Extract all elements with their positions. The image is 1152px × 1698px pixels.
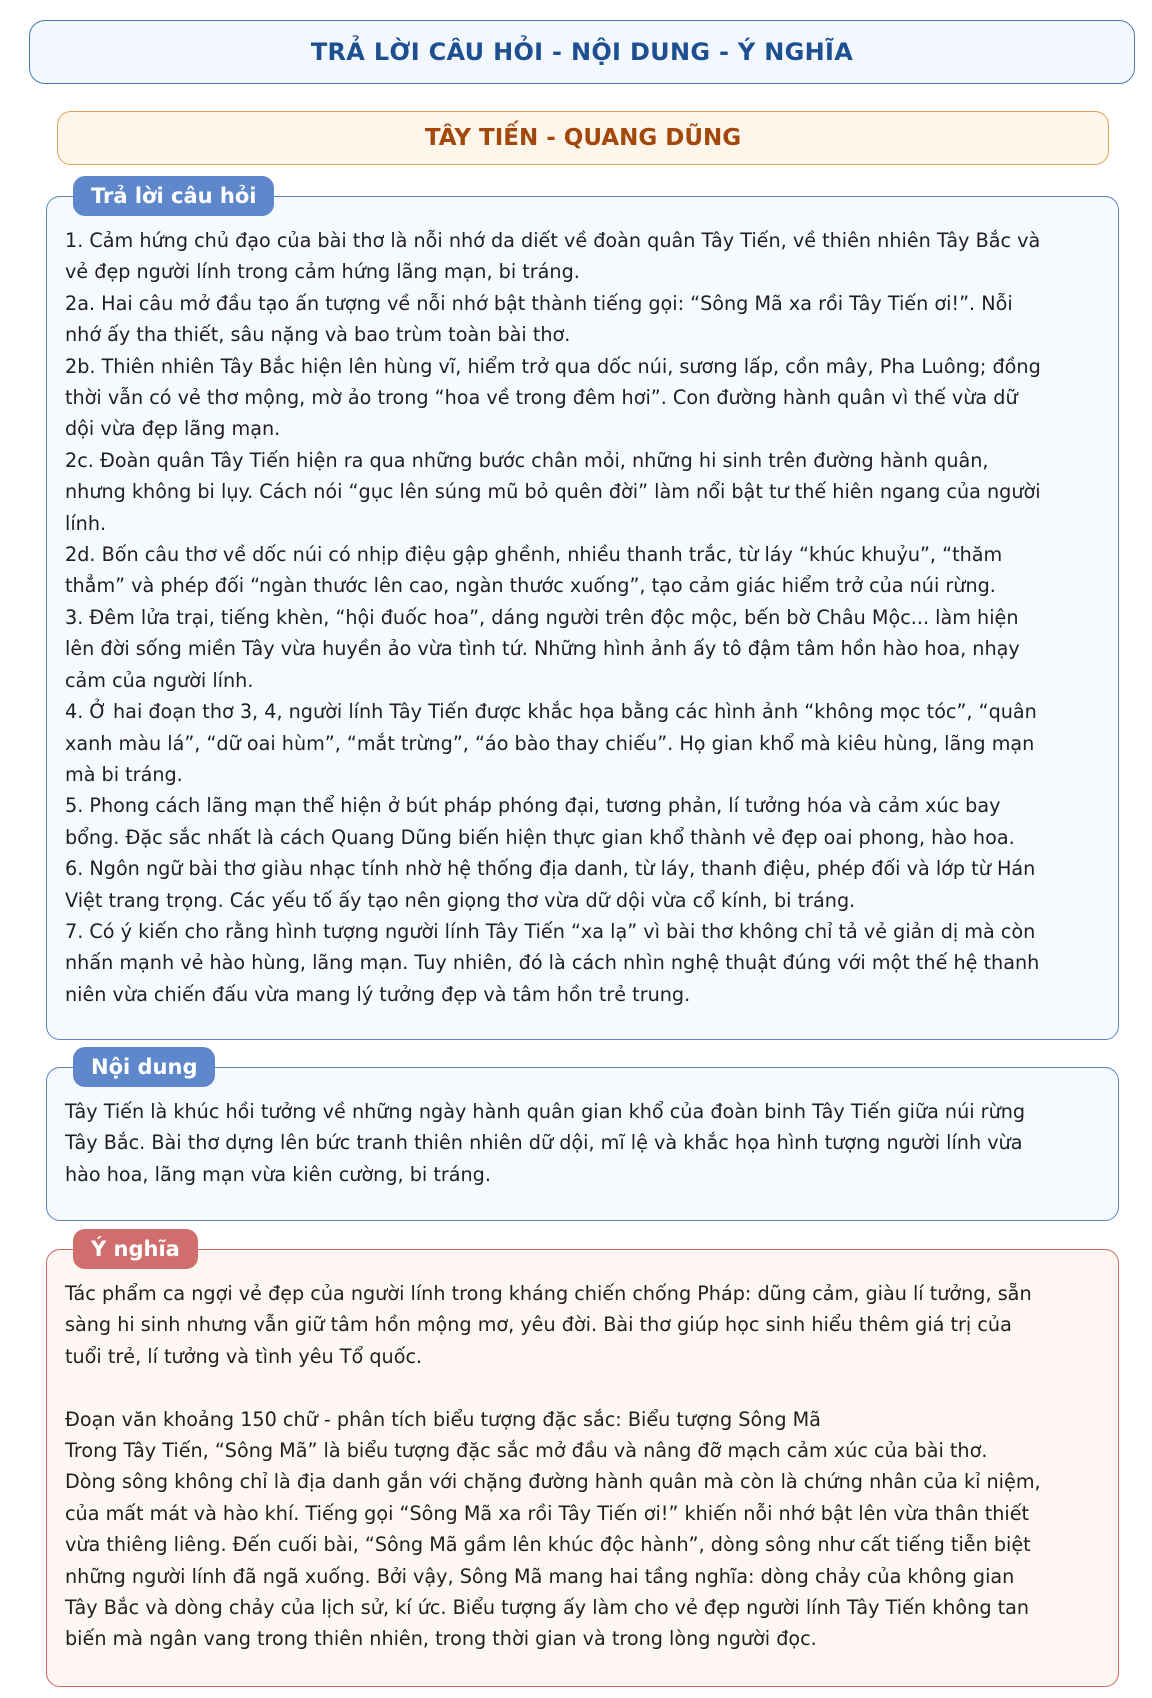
text-line: thẳm” và phép đối “ngàn thước lên cao, ngàn thước xuống”, tạo cảm giác hiểm trở của núi rừng.	[65, 574, 996, 598]
text-line: Trong Tây Tiến, “Sông Mã” là biểu tượng đặc sắc mở đầu và nâng đỡ mạch cảm xúc của bài thơ.	[65, 1439, 988, 1463]
text-line: những người lính đã ngã xuống. Bởi vậy, Sông Mã mang hai tầng nghĩa: dòng chảy của không gian	[65, 1564, 1015, 1588]
text-line: 2a. Hai câu mở đầu tạo ấn tượng về nỗi nhớ bật thành tiếng gọi: “Sông Mã xa rồi Tây Tiến ơi!”. Nỗi	[65, 291, 1013, 315]
text-line: dội vừa đẹp lãng mạn.	[65, 417, 281, 441]
content-label: Nội dung	[73, 1047, 215, 1087]
text-line: bổng. Đặc sắc nhất là cách Quang Dũng biến hiện thực gian khổ thành vẻ đẹp oai phong, hào hoa.	[65, 825, 1015, 849]
content-section	[46, 1055, 1119, 1221]
text-line: Đoạn văn khoảng 150 chữ - phân tích biểu tượng đặc sắc: Biểu tượng Sông Mã	[65, 1407, 821, 1431]
content-text	[65, 1096, 1094, 1190]
poem-title: TÂY TIẾN - QUANG DŨNG	[57, 111, 1109, 165]
text-line: hào hoa, lãng mạn vừa kiên cường, bi tráng.	[65, 1162, 491, 1186]
meaning-label: Ý nghĩa	[73, 1229, 198, 1269]
text-line: biến mà ngân vang trong thiên nhiên, trong thời gian và trong lòng người đọc.	[65, 1627, 817, 1651]
text-line: Việt trang trọng. Các yếu tố ấy tạo nên giọng thơ vừa dữ dội vừa cổ kính, bi tráng.	[65, 888, 856, 912]
text-line: Tây Bắc. Bài thơ dựng lên bức tranh thiên nhiên dữ dội, mĩ lệ và khắc họa hình tượng người lính vừa	[65, 1131, 1023, 1155]
meaning-section	[46, 1237, 1119, 1687]
text-line: Tây Tiến là khúc hồi tưởng về những ngày hành quân gian khổ của đoàn binh Tây Tiến giữa núi rừng	[65, 1100, 1026, 1123]
text-line: 6. Ngôn ngữ bài thơ giàu nhạc tính nhờ hệ thống địa danh, từ láy, thanh điệu, phép đối và lớp từ Hán	[65, 857, 1036, 881]
text-line: cảm của người lính.	[65, 668, 254, 692]
text-line: của mất mát và hào khí. Tiếng gọi “Sông Mã xa rồi Tây Tiến ơi!” khiến nỗi nhớ bật lên vừa thân thiết	[65, 1501, 1030, 1525]
text-line: 4. Ở hai đoạn thơ 3, 4, người lính Tây Tiến được khắc họa bằng các hình ảnh “không mọc tóc”, “quân	[65, 700, 1037, 724]
answers-label: Trả lời câu hỏi	[73, 176, 274, 216]
text-line: niên vừa chiến đấu vừa mang lý tưởng đẹp và tâm hồn trẻ trung.	[65, 982, 691, 1006]
text-line: thời vẫn có vẻ thơ mộng, mờ ảo trong “hoa về trong đêm hơi”. Con đường hành quân vì thế vừa dữ	[65, 386, 1018, 410]
answers-section	[46, 184, 1119, 1040]
text-line: 2c. Đoàn quân Tây Tiến hiện ra qua những bước chân mỏi, những hi sinh trên đường hành quân,	[65, 448, 989, 472]
text-line: sàng hi sinh nhưng vẫn giữ tâm hồn mộng mơ, yêu đời. Bài thơ giúp học sinh hiểu thêm giá trị của	[65, 1313, 1012, 1337]
text-line: Tây Bắc và dòng chảy của lịch sử, kí ức. Biểu tượng ấy làm cho vẻ đẹp người lính Tây Tiến không tan	[65, 1596, 1030, 1620]
text-line: xanh màu lá”, “dữ oai hùm”, “mắt trừng”, “áo bào thay chiếu”. Họ gian khổ mà kiêu hùng, lãng mạn	[65, 731, 1035, 755]
text-line: nhấn mạnh vẻ hào hùng, lãng mạn. Tuy nhiên, đó là cách nhìn nghệ thuật đúng với một thế hệ thanh	[65, 951, 1040, 975]
text-line: tuổi trẻ, lí tưởng và tình yêu Tổ quốc.	[65, 1344, 423, 1368]
text-line	[65, 1372, 1094, 1403]
text-line: 1. Cảm hứng chủ đạo của bài thơ là nỗi nhớ da diết về đoàn quân Tây Tiến, về thiên nhiên Tây Bắc và	[65, 229, 1041, 252]
page-title: TRẢ LỜI CÂU HỎI - NỘI DUNG - Ý NGHĨA	[29, 20, 1135, 84]
text-line: Dòng sông không chỉ là địa danh gắn với chặng đường hành quân mà còn là chứng nhân của kỉ niệm,	[65, 1470, 1041, 1494]
text-line: nhớ ấy tha thiết, sâu nặng và bao trùm toàn bài thơ.	[65, 323, 571, 347]
text-line: 7. Có ý kiến cho rằng hình tượng người lính Tây Tiến “xa lạ” vì bài thơ không chỉ tả vẻ giản dị mà còn	[65, 919, 1036, 943]
text-line: lên đời sống miền Tây vừa huyền ảo vừa tình tứ. Những hình ảnh ấy tô đậm tâm hồn hào hoa, nhạy	[65, 637, 1020, 661]
text-line: vẻ đẹp người lính trong cảm hứng lãng mạn, bi tráng.	[65, 260, 580, 284]
text-line: nhưng không bi lụy. Cách nói “gục lên súng mũ bỏ quên đời” làm nổi bật tư thế hiên ngang của người	[65, 480, 1041, 504]
text-line: 2b. Thiên nhiên Tây Bắc hiện lên hùng vĩ, hiểm trở qua dốc núi, sương lấp, cồn mây, Pha Luông; đồng	[65, 354, 1041, 378]
text-line: vừa thiêng liêng. Đến cuối bài, “Sông Mã gầm lên khúc độc hành”, dòng sông như cất tiếng tiễn biệt	[65, 1533, 1031, 1557]
text-line: 5. Phong cách lãng mạn thể hiện ở bút pháp phóng đại, tương phản, lí tưởng hóa và cảm xúc bay	[65, 794, 1001, 818]
meaning-text	[65, 1278, 1094, 1655]
text-line: mà bi tráng.	[65, 762, 183, 786]
text-line: Tác phẩm ca ngợi vẻ đẹp của người lính trong kháng chiến chống Pháp: dũng cảm, giàu lí tưởng, sẵn	[65, 1282, 1032, 1305]
answers-text	[65, 225, 1094, 1010]
text-line: 2d. Bốn câu thơ về dốc núi có nhịp điệu gập ghềnh, nhiều thanh trắc, từ láy “khúc khuỷu”, “thăm	[65, 543, 1003, 567]
text-line: 3. Đêm lửa trại, tiếng khèn, “hội đuốc hoa”, dáng người trên độc mộc, bến bờ Châu Mộc... làm hiện	[65, 605, 1019, 629]
text-line: lính.	[65, 511, 107, 535]
